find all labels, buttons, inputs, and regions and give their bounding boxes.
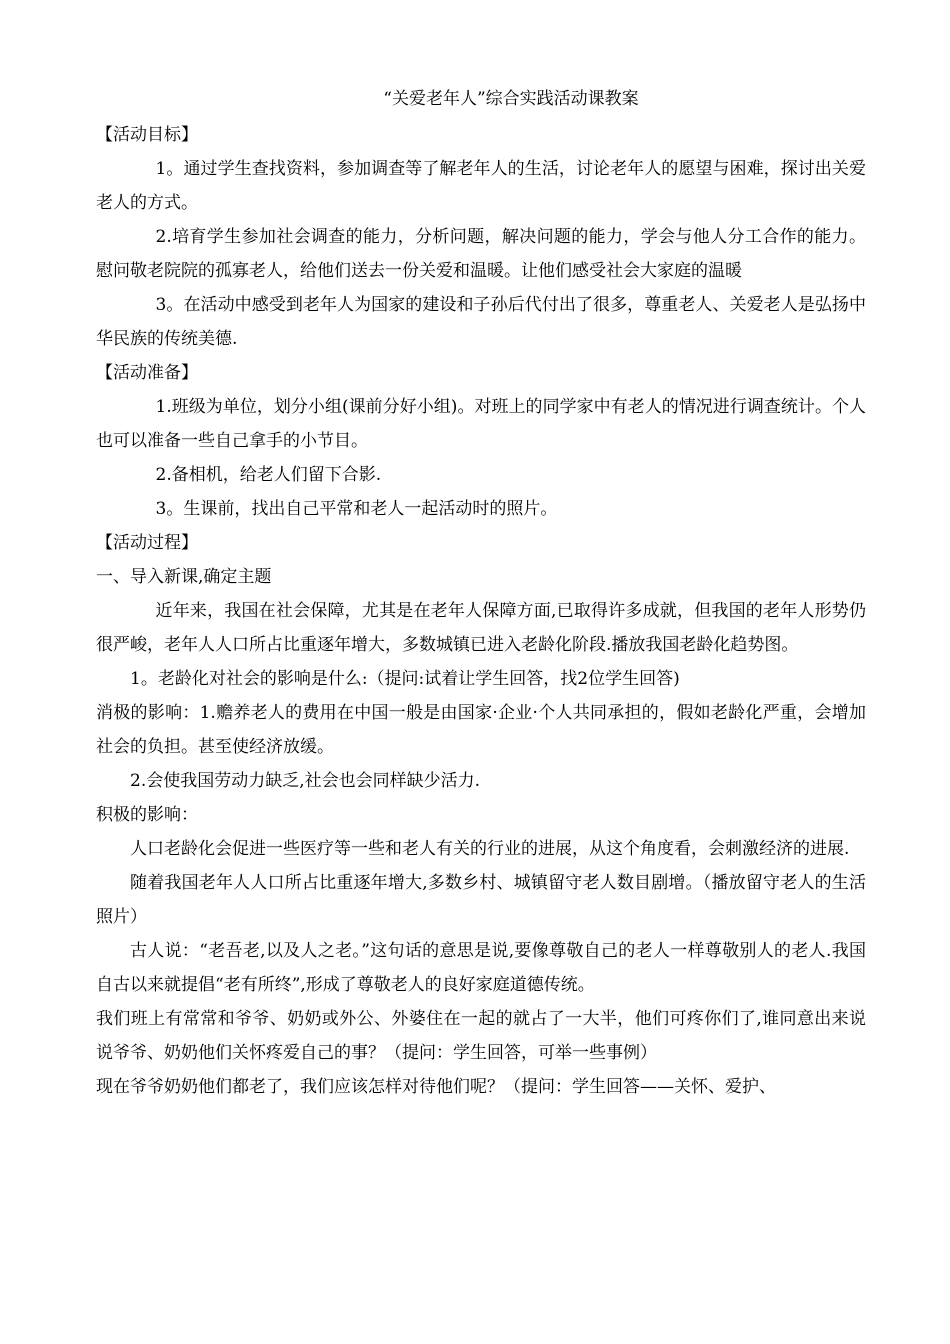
positive-impact-1: 人口老龄化会促进一些医疗等一些和老人有关的行业的进展，从这个角度看，会刺激经济的进展. — [130, 839, 850, 859]
paragraph-left-behind: 随着我国老年人人口所占比重逐年增大,多数乡村、城镇留守老人数目剧增。（播放留守老人的生活照片） — [96, 873, 866, 927]
document-title: “关爱老年人”综合实践活动课教案 — [383, 89, 639, 109]
prep-item-1: 1.班级为单位，划分小组(课前分好小组)。对班上的同学家中有老人的情况进行调查统计。个人也可以准备一些自己拿手的小节目。 — [96, 397, 866, 451]
paragraph-class-grandparents: 我们班上有常常和爷爷、奶奶或外公、外婆住在一起的就占了一大半，他们可疼你们了,谁同意出来说说爷爷、奶奶他们关怀疼爱自己的事？（提问：学生回答，可举一些事例） — [96, 1009, 866, 1063]
negative-impact-1: 消极的影响：1.赡养老人的费用在中国一般是由国家·企业·个人共同承担的，假如老龄化严重，会增加社会的负担。甚至使经济放缓。 — [96, 703, 866, 757]
goal-item-1: 1。通过学生查找资料，参加调查等了解老年人的生活，讨论老年人的愿望与困难，探讨出关爱老人的方式。 — [96, 159, 866, 213]
heading-activity-process: 【活动过程】 — [96, 533, 198, 553]
paragraph-intro: 近年来，我国在社会保障，尤其是在老年人保障方面,已取得许多成就，但我国的老年人形势仍很严峻，老年人人口所占比重逐年增大，多数城镇已进入老龄化阶段.播放我国老龄化趋势图。 — [96, 601, 866, 655]
goal-item-2: 2.培育学生参加社会调查的能力，分析问题，解决问题的能力，学会与他人分工合作的能力。慰问敬老院院的孤寡老人，给他们送去一份关爱和温暖。让他们感受社会大家庭的温暖 — [96, 227, 866, 281]
prep-item-3: 3。生课前，找出自己平常和老人一起活动时的照片。 — [155, 499, 558, 519]
heading-activity-goal: 【活动目标】 — [96, 125, 198, 145]
step-1-title: 一、导入新课,确定主题 — [96, 567, 272, 587]
document-page — [96, 88, 866, 1104]
question-1: 1。老龄化对社会的影响是什么:（提问:试着让学生回答，找2位学生回答) — [130, 669, 680, 689]
goal-item-3: 3。在活动中感受到老年人为国家的建设和子孙后代付出了很多，尊重老人、关爱老人是弘扬中华民族的传统美德. — [96, 295, 866, 349]
negative-impact-2: 2.会使我国劳动力缺乏,社会也会同样缺少活力. — [130, 771, 481, 791]
paragraph-ancient-saying: 古人说：“老吾老,以及人之老。”这句话的意思是说,要像尊敬自己的老人一样尊敬别人的老人.我国自古以来就提倡“老有所终”,形成了尊敬老人的良好家庭道德传统。 — [96, 941, 866, 995]
prep-item-2: 2.备相机，给老人们留下合影. — [155, 465, 382, 485]
paragraph-how-to-treat: 现在爷爷奶奶他们都老了，我们应该怎样对待他们呢？（提问：学生回答——关怀、爱护、 — [96, 1077, 776, 1097]
heading-activity-prep: 【活动准备】 — [96, 363, 198, 383]
positive-impact-title: 积极的影响： — [96, 805, 198, 825]
